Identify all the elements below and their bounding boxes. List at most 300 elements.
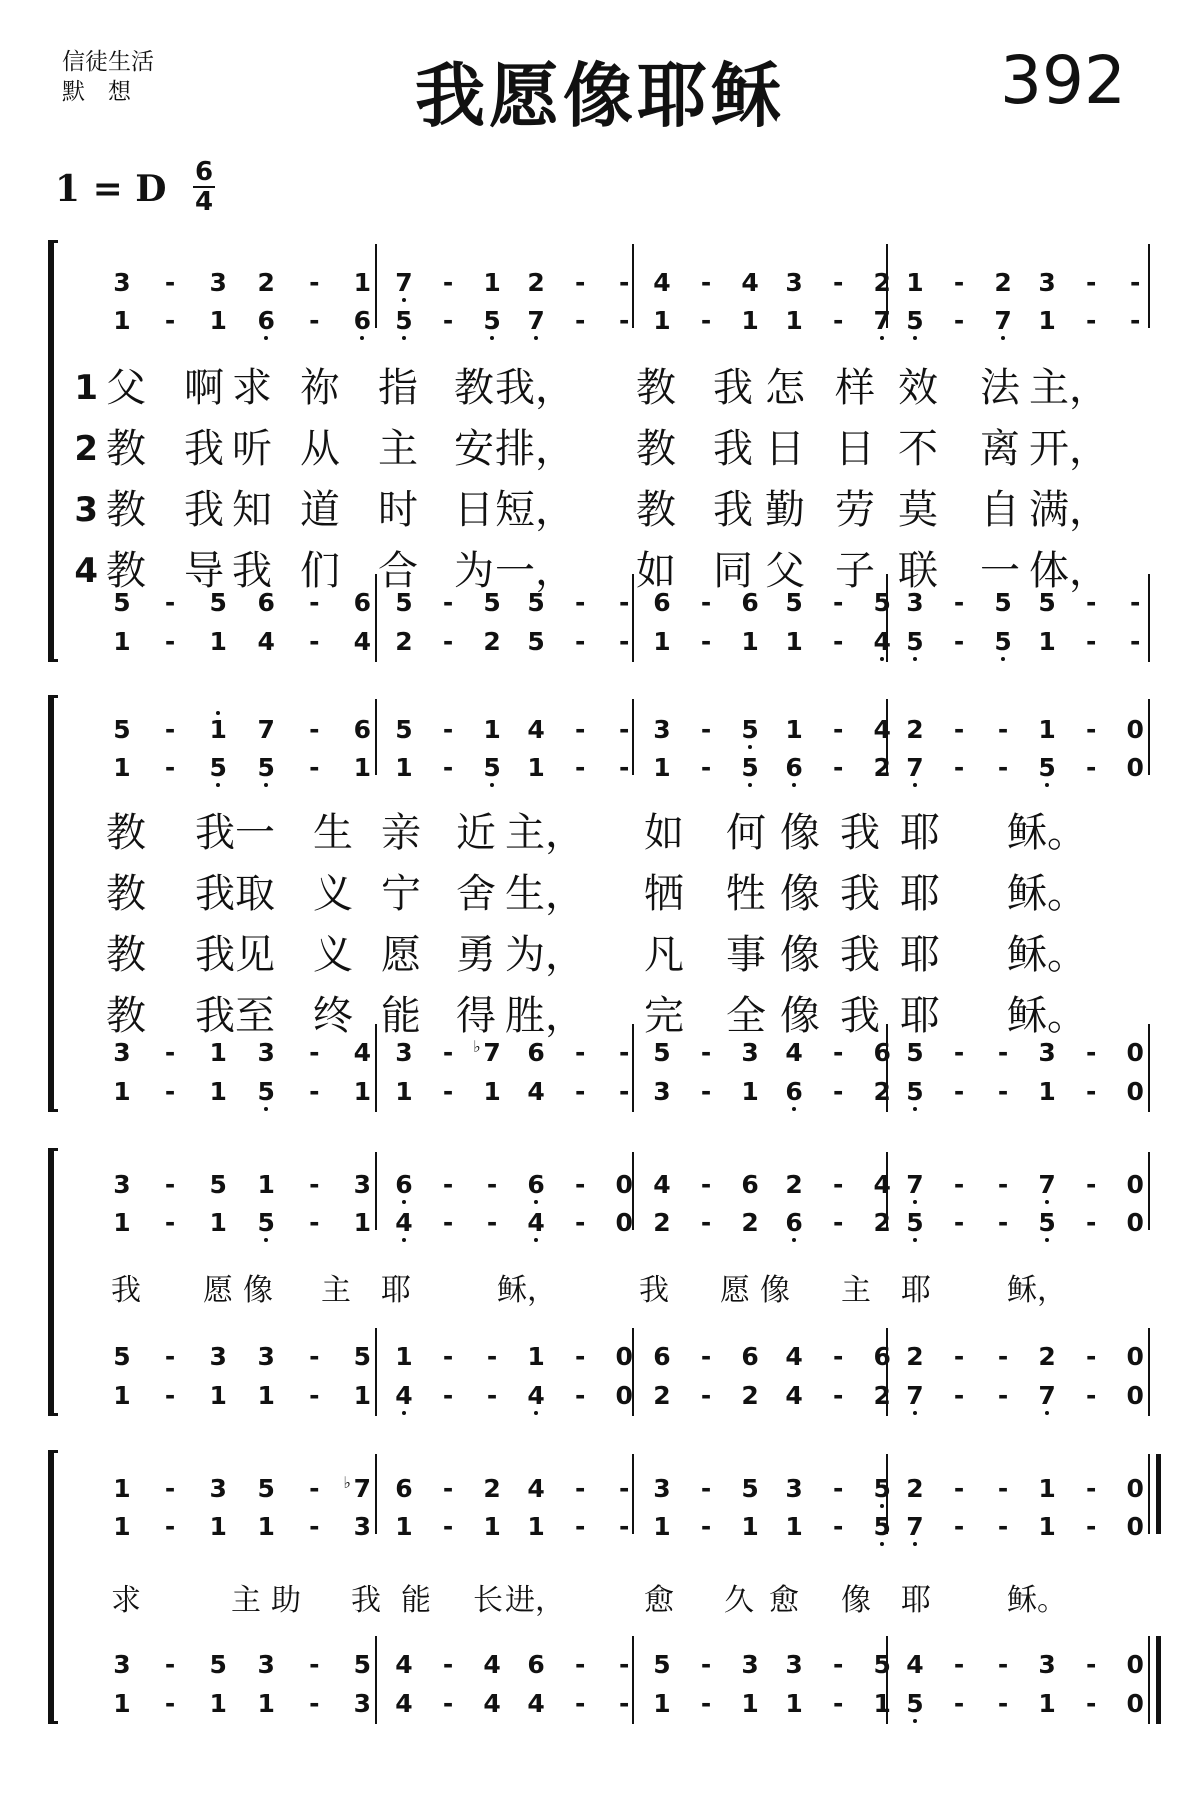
note: 3 [1038,1038,1056,1067]
dash: - [164,715,176,744]
dash: - [953,1512,965,1541]
dash: - [997,1342,1009,1371]
dash: - [442,715,454,744]
note: 4 [521,1381,551,1411]
note: 4 [353,627,372,656]
dash: - [442,1474,454,1503]
note: 0 [615,1170,633,1199]
lyric-syllable: 日 [765,426,805,472]
note: 4 [395,1650,413,1679]
lyric-syllable: 愿 [203,1273,233,1308]
note: 1 [483,1512,501,1541]
dash: - [164,306,176,335]
lyric-syllable: 合 [378,548,418,594]
note: 3 [113,1170,131,1199]
lyric-syllable: 教 [106,426,146,472]
note: 2 [906,715,924,744]
note: 3 [1038,1650,1056,1679]
note: 5 [988,627,1018,657]
lyric-syllable: 子 [835,548,875,594]
dash: - [953,588,965,617]
dash: - [1085,1474,1097,1503]
lyric-syllable: 我 [195,993,235,1039]
dash: - [832,1208,844,1237]
note: 4 [873,715,891,744]
note: 3 [209,1342,227,1371]
lyric-syllable: 像 [780,932,820,978]
dash: - [164,588,176,617]
note: 3 [906,588,924,617]
note: 0 [1126,753,1144,782]
dash: - [618,715,630,744]
note: 4 [741,268,759,297]
lyric-syllable: 莫 [898,487,938,533]
dash: - [1085,1170,1097,1199]
dash: - [574,1474,586,1503]
lyric-syllable: 道 [300,487,340,533]
note: 6 [741,1170,759,1199]
note: 1 [395,1077,413,1106]
verse-number: 4 [74,551,98,591]
dash: - [832,1512,844,1541]
dash: - [618,627,630,656]
lyric-syllable: 稣。 [1007,871,1087,917]
lyric-syllable: 像 [780,871,820,917]
dash: - [700,1342,712,1371]
note: 5 [873,1650,891,1679]
lyric-syllable: 我 [713,426,753,472]
note: 1 [209,1689,227,1718]
lyric-syllable: 我， [495,365,575,411]
note: 5 [1032,753,1062,783]
note: 1 [741,1512,759,1541]
note: 5 [900,627,930,657]
dash: - [1085,753,1097,782]
note: 1 [113,1208,131,1237]
lyric-syllable: 进， [505,1583,565,1618]
note: 1 [353,268,372,297]
note: 5 [900,1077,930,1107]
lyric-syllable: 日 [835,426,875,472]
dash: - [574,1077,586,1106]
system-brace [48,240,58,662]
dash: - [442,1208,454,1237]
dash: - [164,1650,176,1679]
dash: - [618,1077,630,1106]
lyric-syllable: 全 [726,993,766,1039]
dash: - [1085,1689,1097,1718]
lyric-syllable: 我 [639,1273,669,1308]
key-signature: 1 = D [55,168,167,210]
dash: - [574,715,586,744]
system-brace [48,1148,58,1416]
dash: - [1085,715,1097,744]
dash: - [309,1077,320,1106]
note: 7 [257,715,275,744]
lyric-syllable: 主 [321,1273,351,1308]
note: 5 [900,306,930,336]
note: 1 [527,753,545,782]
note: 3 [113,1650,131,1679]
note: 6 [353,588,372,617]
dash: - [574,1512,586,1541]
lyric-syllable: 像 [243,1273,273,1308]
note: 3 [741,1038,759,1067]
lyric-syllable: 啊 [184,365,224,411]
note: 3 [209,268,227,297]
dash: - [442,753,454,782]
dash: - [442,1077,454,1106]
note: 4 [906,1650,924,1679]
note: 1 [395,753,413,782]
dash: - [700,1689,712,1718]
flat-sign: ♭ [343,1473,351,1492]
lyric-syllable: 一， [495,548,575,594]
note: 5 [251,1077,281,1107]
dash: - [164,1474,176,1503]
lyric-syllable: 教 [636,487,676,533]
note: 3 [113,1038,131,1067]
note: 2 [741,1381,759,1410]
lyric-syllable: 们 [300,548,340,594]
verse-number: 3 [74,490,98,530]
dash: - [953,1077,965,1106]
note: 7 [867,306,897,336]
note: 5 [900,1208,930,1238]
dash: - [309,1512,320,1541]
dash: - [442,1689,454,1718]
note: 2 [483,1474,501,1503]
note: 3 [395,1038,413,1067]
dash: - [832,1038,844,1067]
dash: - [618,268,630,297]
dash: - [832,715,844,744]
note: 1 [203,715,233,745]
dash: - [953,715,965,744]
verse-number: 2 [74,429,98,469]
lyric-syllable: 生 [313,810,353,856]
dash: - [1129,588,1141,617]
lyric-syllable: 主 [841,1273,871,1308]
note: 2 [483,627,501,656]
dash: - [574,588,586,617]
dash: - [832,306,844,335]
dash: - [953,306,965,335]
lyric-syllable: 法 [980,365,1020,411]
lyric-syllable: 得 [456,993,496,1039]
note: 1 [741,306,759,335]
note: 1 [1038,1077,1056,1106]
note: 1 [1038,306,1056,335]
dash: - [1085,1038,1097,1067]
note: 3 [785,268,803,297]
note: 5 [873,588,891,617]
dash: - [618,1512,630,1541]
note: 1 [785,1689,803,1718]
dash: - [442,1381,454,1410]
note: 6 [741,588,759,617]
dash: - [953,627,965,656]
dash: - [574,1342,586,1371]
lyric-syllable: 短， [495,487,575,533]
note: 7 [900,1381,930,1411]
note: 3 [209,1474,227,1503]
lyric-syllable: 教 [106,487,146,533]
dash: - [486,1170,498,1199]
dash: - [997,1689,1009,1718]
lyric-syllable: 耶 [900,810,940,856]
lyric-syllable: 像 [760,1273,790,1308]
dash: - [700,588,712,617]
dash: - [700,715,712,744]
note: 5 [113,588,131,617]
note: 3 [653,1474,671,1503]
dash: - [997,1208,1009,1237]
note: 1 [209,306,227,335]
lyric-syllable: 耶 [900,993,940,1039]
note: 2 [653,1208,671,1237]
note: 1 [113,753,131,782]
dash: - [997,715,1009,744]
note: 1 [1038,1474,1056,1503]
flat-sign: ♭ [473,1037,481,1056]
note: 6 [779,1077,809,1107]
lyric-syllable: 我 [195,871,235,917]
note: 1 [353,1381,372,1410]
note: 1 [653,1689,671,1718]
lyric-syllable: 教 [106,932,146,978]
hymn-number: 392 [1000,42,1126,119]
lyric-syllable: 能 [381,993,421,1039]
note: 5 [735,715,765,745]
dash: - [574,268,586,297]
note: 7 [900,753,930,783]
dash: - [618,1474,630,1503]
note: 5 [477,753,507,783]
note: 0 [615,1208,633,1237]
dash: - [442,1650,454,1679]
lyric-syllable: 近 [456,810,496,856]
lyric-syllable: 舍 [456,871,496,917]
note: 1 [209,1038,227,1067]
dash: - [953,268,965,297]
dash: - [953,1038,965,1067]
note: 1 [653,306,671,335]
note: 4 [353,1038,372,1067]
note: 2 [994,268,1012,297]
dash: - [309,1689,320,1718]
note: 3 [653,715,671,744]
lyric-syllable: 何 [726,810,766,856]
note: 5 [209,588,227,617]
hymn-title: 我愿像耶稣 [415,54,785,137]
note: 3 [653,1077,671,1106]
note: 6 [873,1342,891,1371]
note: 1 [1038,1689,1056,1718]
lyric-syllable: 耶 [900,871,940,917]
note: 4 [867,627,897,657]
note: 1 [209,627,227,656]
lyric-syllable: 勇 [456,932,496,978]
note: 7 [389,268,419,298]
dash: - [700,1512,712,1541]
dash: - [309,1170,320,1199]
note: 2 [873,1077,891,1106]
dash: - [309,268,320,297]
note: 6 [257,588,275,617]
lyric-syllable: 我 [184,487,224,533]
lyric-syllable: 我 [232,548,272,594]
note: 6 [653,588,671,617]
note: 3 [1038,268,1056,297]
note: 5 [527,627,545,656]
note: 5 [477,306,507,336]
note: 4 [653,268,671,297]
lyric-syllable: 耶 [900,932,940,978]
note: 5 [867,1512,897,1542]
note: 4 [257,627,275,656]
note: 1 [353,1208,372,1237]
note: 4 [785,1342,803,1371]
note: 7 [1032,1381,1062,1411]
note: 6 [251,306,281,336]
note: 1 [785,627,803,656]
note: 6 [527,1650,545,1679]
lyric-syllable: 义 [313,871,353,917]
dash: - [832,588,844,617]
dash: - [309,1650,320,1679]
lyric-syllable: 导 [184,548,224,594]
lyric-syllable: 我 [840,871,880,917]
lyric-syllable: 我 [840,810,880,856]
note: 4 [785,1038,803,1067]
note: 2 [653,1381,671,1410]
lyric-syllable: 我 [184,426,224,472]
note: 1 [1038,715,1056,744]
note: 0 [1126,1342,1144,1371]
note: 1 [209,1512,227,1541]
note: 0 [1126,1208,1144,1237]
note: 0 [1126,1038,1144,1067]
dash: - [997,1512,1009,1541]
lyric-syllable: 我 [111,1273,141,1308]
note: 5 [906,1038,924,1067]
dash: - [700,1474,712,1503]
system-brace [48,1450,58,1724]
lyric-syllable: 终 [313,993,353,1039]
note: 4 [785,1381,803,1410]
note: 1 [906,268,924,297]
note: 7 [1032,1170,1062,1200]
note: 4 [521,1208,551,1238]
dash: - [1085,1381,1097,1410]
note: 1 [257,1381,275,1410]
lyric-syllable: 我 [713,365,753,411]
note: 2 [395,627,413,656]
lyric-syllable: 愈 [769,1583,799,1618]
dash: - [953,1381,965,1410]
lyric-syllable: 效 [898,365,938,411]
lyric-syllable: 听 [232,426,272,472]
lyric-syllable: 不 [898,426,938,472]
note: 3 [257,1038,275,1067]
lyric-syllable: 一 [980,548,1020,594]
lyric-syllable: 能 [401,1583,431,1618]
dash: - [309,1381,320,1410]
dash: - [953,753,965,782]
lyric-syllable: 为， [505,932,585,978]
dash: - [832,1650,844,1679]
note: 1 [873,1689,891,1718]
note: 3 [785,1650,803,1679]
note: 5 [527,588,545,617]
dash: - [618,1650,630,1679]
dash: - [832,1381,844,1410]
dash: - [700,1077,712,1106]
note: 5 [209,1170,227,1199]
note: 1 [113,1077,131,1106]
dash: - [618,1038,630,1067]
lyric-syllable: 胜， [505,993,585,1039]
note: 7 [521,306,551,336]
note: 0 [1126,1689,1144,1718]
dash: - [700,1650,712,1679]
note: 4 [389,1381,419,1411]
note: 4 [527,715,545,744]
lyric-syllable: 耶 [901,1583,931,1618]
dash: - [442,1512,454,1541]
lyric-syllable: 凡 [644,932,684,978]
dash: - [309,1474,320,1503]
note: 1 [741,1689,759,1718]
lyric-syllable: 主 [231,1583,261,1618]
dash: - [618,753,630,782]
note: 1 [113,1474,131,1503]
dash: - [309,1208,320,1237]
dash: - [953,1170,965,1199]
dash: - [574,627,586,656]
dash: - [1085,1342,1097,1371]
note: 5 [257,1474,275,1503]
note: 6 [779,753,809,783]
lyric-syllable: 耶 [381,1273,411,1308]
note: 1 [483,1077,501,1106]
note: 2 [1038,1342,1056,1371]
lyric-syllable: 教 [106,871,146,917]
note: 0 [1126,1474,1144,1503]
note: 1 [653,1512,671,1541]
dash: - [309,1038,320,1067]
note: 0 [1126,1170,1144,1199]
note: 1 [785,1512,803,1541]
dash: - [953,1689,965,1718]
note: 7 [988,306,1018,336]
note: 2 [873,1208,891,1237]
note: 1 [257,1689,275,1718]
note: 5 [653,1650,671,1679]
note: 4 [395,1689,413,1718]
note: 5 [251,1208,281,1238]
note: 1 [209,1077,227,1106]
lyric-syllable: 像 [841,1583,871,1618]
lyric-syllable: 我 [195,810,235,856]
dash: - [574,1650,586,1679]
lyric-syllable: 怎 [765,365,805,411]
lyric-syllable: 生， [505,871,585,917]
dash: - [997,1381,1009,1410]
note: 5 [1032,1208,1062,1238]
dash: - [953,1342,965,1371]
